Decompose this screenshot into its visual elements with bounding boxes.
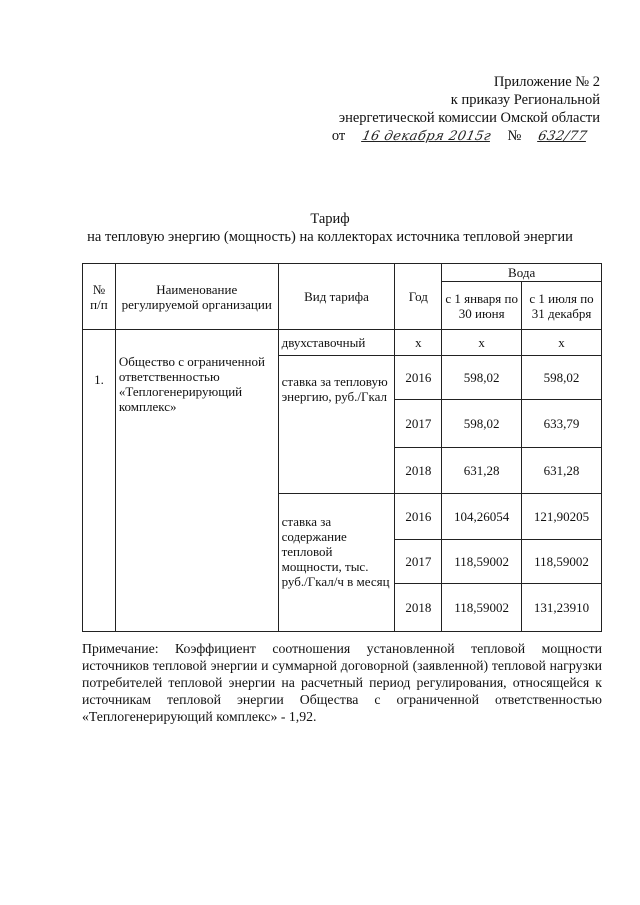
organization-name: Общество с ограниченной ответственностью «Теплогенерирующий комплекс» bbox=[115, 330, 278, 632]
title-line-2: на тепловую энергию (мощность) на коллекторах источника тепловой энергии bbox=[87, 229, 573, 245]
appendix-line-2: к приказу Региональной bbox=[450, 92, 600, 108]
table-header-row bbox=[83, 264, 602, 282]
handwritten-date: 16 декабря 2015г bbox=[360, 129, 493, 144]
appendix-line-1: Приложение № 2 bbox=[493, 74, 600, 90]
energy-p2: 598,02 bbox=[522, 356, 602, 400]
capacity-p1: 118,59002 bbox=[442, 540, 522, 584]
capacity-p1: 118,59002 bbox=[442, 584, 522, 632]
capacity-p2: 121,90205 bbox=[522, 494, 602, 540]
date-prefix: от bbox=[331, 128, 346, 144]
energy-p2: 633,79 bbox=[522, 400, 602, 448]
capacity-year: 2017 bbox=[395, 540, 442, 584]
capacity-p2: 118,59002 bbox=[522, 540, 602, 584]
header-tariff-type: Вид тарифа bbox=[278, 264, 395, 330]
order-date-number bbox=[300, 127, 600, 146]
energy-year: 2016 bbox=[395, 356, 442, 400]
row-number: 1. bbox=[83, 330, 116, 632]
header-organization: Наименование регулируемой организации bbox=[115, 264, 278, 330]
energy-p1: 631,28 bbox=[442, 448, 522, 494]
energy-year: 2018 bbox=[395, 448, 442, 494]
appendix-line-3: энергетической комиссии Омской области bbox=[338, 110, 600, 126]
appendix-header bbox=[300, 73, 600, 146]
tariff-table bbox=[82, 263, 602, 632]
header-year: Год bbox=[395, 264, 442, 330]
header-period-2: с 1 июля по 31 декабря bbox=[522, 282, 602, 330]
energy-p1: 598,02 bbox=[442, 400, 522, 448]
handwritten-number: 632/77 bbox=[536, 129, 589, 144]
energy-p1: 598,02 bbox=[442, 356, 522, 400]
two-part-year: х bbox=[395, 330, 442, 356]
capacity-year: 2018 bbox=[395, 584, 442, 632]
two-part-p1: х bbox=[442, 330, 522, 356]
energy-p2: 631,28 bbox=[522, 448, 602, 494]
two-part-label: двухставочный bbox=[278, 330, 395, 356]
capacity-p1: 104,26054 bbox=[442, 494, 522, 540]
energy-rate-label: ставка за тепловую энергию, руб./Гкал bbox=[278, 356, 395, 494]
footnote: Примечание: Коэффициент соотношения установленной тепловой мощности источников тепловой энергии и суммарной договорной (заявленной) тепловой нагрузки потребителей тепловой энергии на расчетный период регулирования, относящейся к источникам тепловой энергии Общества с ограниченной ответственностью «Теплогенерирующий комплекс» - 1,92. bbox=[82, 641, 602, 724]
header-water: Вода bbox=[442, 264, 602, 282]
capacity-year: 2016 bbox=[395, 494, 442, 540]
header-period-1: с 1 января по 30 июня bbox=[442, 282, 522, 330]
capacity-p2: 131,23910 bbox=[522, 584, 602, 632]
title-line-1: Тариф bbox=[310, 211, 350, 227]
energy-year: 2017 bbox=[395, 400, 442, 448]
number-prefix: № bbox=[507, 128, 522, 144]
two-part-p2: х bbox=[522, 330, 602, 356]
header-num: № п/п bbox=[83, 264, 116, 330]
document-title bbox=[60, 210, 600, 246]
table-row bbox=[83, 330, 602, 356]
capacity-rate-label: ставка за содержание тепловой мощности, тыс. руб./Гкал/ч в месяц bbox=[278, 494, 395, 632]
